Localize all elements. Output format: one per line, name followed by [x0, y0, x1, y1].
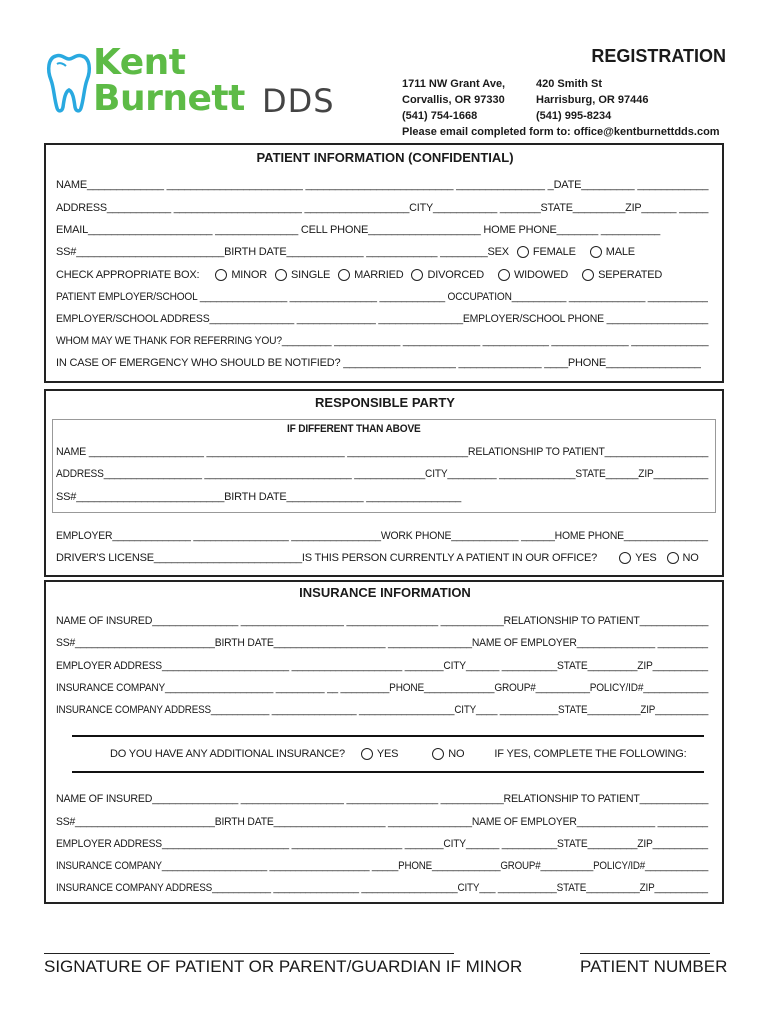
patient-info-title: PATIENT INFORMATION (CONFIDENTIAL) [256, 150, 514, 165]
additional-no-radio[interactable] [432, 748, 444, 760]
email-note: Please email completed form to: office@kentburnettdds.com [402, 126, 720, 138]
office1-street: 1711 NW Grant Ave, [402, 78, 506, 90]
insured-employer-address-field[interactable]: EMPLOYER ADDRESS_______________________ ____________________ _______CITY______ __________STATE_________ZIP__________ [56, 660, 708, 672]
patient-email-phone-field[interactable]: EMAIL_____________________ ______________ CELL PHONE___________________ HOME PHONE_______ __________ [56, 224, 661, 236]
additional-no-label: NO [448, 748, 465, 760]
additional-insurance-row [110, 748, 686, 760]
sex-female-label: FEMALE [532, 246, 576, 258]
patient-name-field[interactable]: NAME_____________ _______________________ _________________________ _______________ _DATE_________ ____________ [56, 179, 709, 191]
current-patient-yes-radio[interactable] [619, 552, 631, 564]
status-single-radio[interactable] [275, 269, 287, 281]
signature-line[interactable] [44, 953, 454, 954]
responsible-party-subtitle: IF DIFFERENT THAN ABOVE [287, 423, 421, 435]
insurance-company-address-field[interactable]: INSURANCE COMPANY ADDRESS___________ ________________ __________________CITY____ ___________STATE__________ZIP__________ [56, 704, 709, 716]
insurance2-company-field[interactable]: INSURANCE COMPANY____________________ ___________________ _____PHONE_____________GROUP#__________POLICY/ID#____________ [56, 860, 709, 872]
additional-yes-radio[interactable] [361, 748, 373, 760]
responsible-license-field[interactable]: DRIVER'S LICENSE_________________________IS THIS PERSON CURRENTLY A PATIENT IN OUR OFFICE? [56, 552, 598, 564]
current-patient-no-radio[interactable] [667, 552, 679, 564]
status-married-label: MARRIED [354, 269, 404, 281]
insured2-ss-field[interactable]: SS#_________________________BIRTH DATE____________________ _______________NAME OF EMPLOYER______________ _________ [56, 816, 708, 828]
logo-text-kent: Kent [93, 42, 186, 83]
insurance2-company-address-field[interactable]: INSURANCE COMPANY ADDRESS___________ ________________ __________________CITY___ ___________STATE__________ZIP__________ [56, 882, 708, 894]
office-address-corvallis [402, 76, 505, 124]
patient-referral-field[interactable]: WHOM MAY WE THANK FOR REFERRING YOU?_________ ____________ ______________ ____________ ______________ ______________ [56, 335, 709, 347]
sex-female-radio[interactable] [517, 246, 529, 258]
insurance-section [44, 580, 724, 904]
patient-address-field[interactable]: ADDRESS___________ ______________________ __________________CITY___________ _______STATE_________ZIP______ _____ [56, 202, 709, 214]
office2-phone: (541) 995-8234 [536, 110, 612, 122]
insurance-title: INSURANCE INFORMATION [299, 585, 471, 600]
office1-city: Corvallis, OR 97330 [402, 94, 505, 106]
patient-ss-birthdate-field[interactable]: SS#_________________________BIRTH DATE_____________ ____________ ________SEX [56, 246, 509, 258]
status-seperated-radio[interactable] [582, 269, 594, 281]
patient-employer-field[interactable]: PATIENT EMPLOYER/SCHOOL ________________ ________________ ____________ OCCUPATION__________ ______________ ___________ [56, 291, 708, 303]
status-widowed-label: WIDOWED [513, 269, 569, 281]
status-married-radio[interactable] [338, 269, 350, 281]
insured2-name-field[interactable]: NAME OF INSURED_______________ __________________ ________________ ___________RELATIONSHIP TO PATIENT____________ [56, 793, 709, 805]
current-patient-no-label: NO [682, 552, 699, 564]
office2-street: 420 Smith St [536, 78, 603, 90]
insured-name-field[interactable]: NAME OF INSURED_______________ __________________ ________________ ___________RELATIONSHIP TO PATIENT____________ [56, 615, 709, 627]
logo-text-dds: DDS [262, 82, 335, 120]
insured2-employer-address-field[interactable]: EMPLOYER ADDRESS_______________________ ____________________ _______CITY______ __________STATE_________ZIP__________ [56, 838, 708, 850]
additional-insurance-question: DO YOU HAVE ANY ADDITIONAL INSURANCE? [110, 748, 345, 760]
insured-ss-field[interactable]: SS#_________________________BIRTH DATE____________________ _______________NAME OF EMPLOYER______________ _________ [56, 637, 708, 649]
responsible-employer-field[interactable]: EMPLOYER______________ _________________ ________________WORK PHONE____________ ______HOME PHONE_______________ [56, 530, 708, 542]
sex-male-label: MALE [605, 246, 635, 258]
status-divorced-label: DIVORCED [427, 269, 484, 281]
page-title: REGISTRATION [591, 46, 726, 66]
check-box-label: CHECK APPROPRIATE BOX: [56, 269, 200, 281]
signature-label: SIGNATURE OF PATIENT OR PARENT/GUARDIAN IF MINOR [44, 957, 523, 976]
logo-text-burnett: Burnett [93, 78, 245, 119]
status-seperated-label: SEPERATED [598, 269, 663, 281]
status-single-label: SINGLE [291, 269, 331, 281]
status-divorced-radio[interactable] [411, 269, 423, 281]
status-minor-radio[interactable] [215, 269, 227, 281]
insurance-company-field[interactable]: INSURANCE COMPANY____________________ _________ __ _________PHONE_____________GROUP#__________POLICY/ID#____________ [56, 682, 709, 694]
patient-ss-birthdate-sex-row [56, 246, 635, 258]
status-minor-label: MINOR [231, 269, 267, 281]
patient-number-label: PATIENT NUMBER [580, 957, 728, 976]
additional-yes-label: YES [376, 748, 399, 760]
status-widowed-radio[interactable] [498, 269, 510, 281]
responsible-name-field[interactable]: NAME ____________________ ________________________ _____________________RELATIONSHIP TO PATIENT__________________ [56, 446, 709, 458]
responsible-party-title: RESPONSIBLE PARTY [315, 395, 455, 410]
responsible-address-field[interactable]: ADDRESS__________________ ___________________________ _____________CITY_________ ______________STATE______ZIP__________ [56, 468, 709, 480]
tooth-logo-icon [46, 52, 92, 114]
patient-status-row [56, 269, 662, 281]
patient-number-line[interactable] [580, 953, 710, 954]
divider-bottom [72, 771, 704, 773]
patient-emergency-field[interactable]: IN CASE OF EMERGENCY WHO SHOULD BE NOTIFIED? ___________________ ______________ ____PHONE________________ [56, 357, 701, 369]
office2-city: Harrisburg, OR 97446 [536, 94, 649, 106]
current-patient-yes-label: YES [635, 552, 657, 564]
additional-insurance-note: IF YES, COMPLETE THE FOLLOWING: [494, 748, 687, 760]
patient-employer-address-field[interactable]: EMPLOYER/SCHOOL ADDRESS_______________ ______________ _______________EMPLOYER/SCHOOL PHONE __________________ [56, 313, 709, 325]
responsible-ss-field[interactable]: SS#_________________________BIRTH DATE_____________ ________________ [56, 491, 461, 503]
office1-phone: (541) 754-1668 [402, 110, 478, 122]
sex-male-radio[interactable] [590, 246, 602, 258]
divider-top [72, 735, 704, 737]
responsible-license-row [56, 552, 699, 564]
office-address-harrisburg [536, 76, 649, 124]
